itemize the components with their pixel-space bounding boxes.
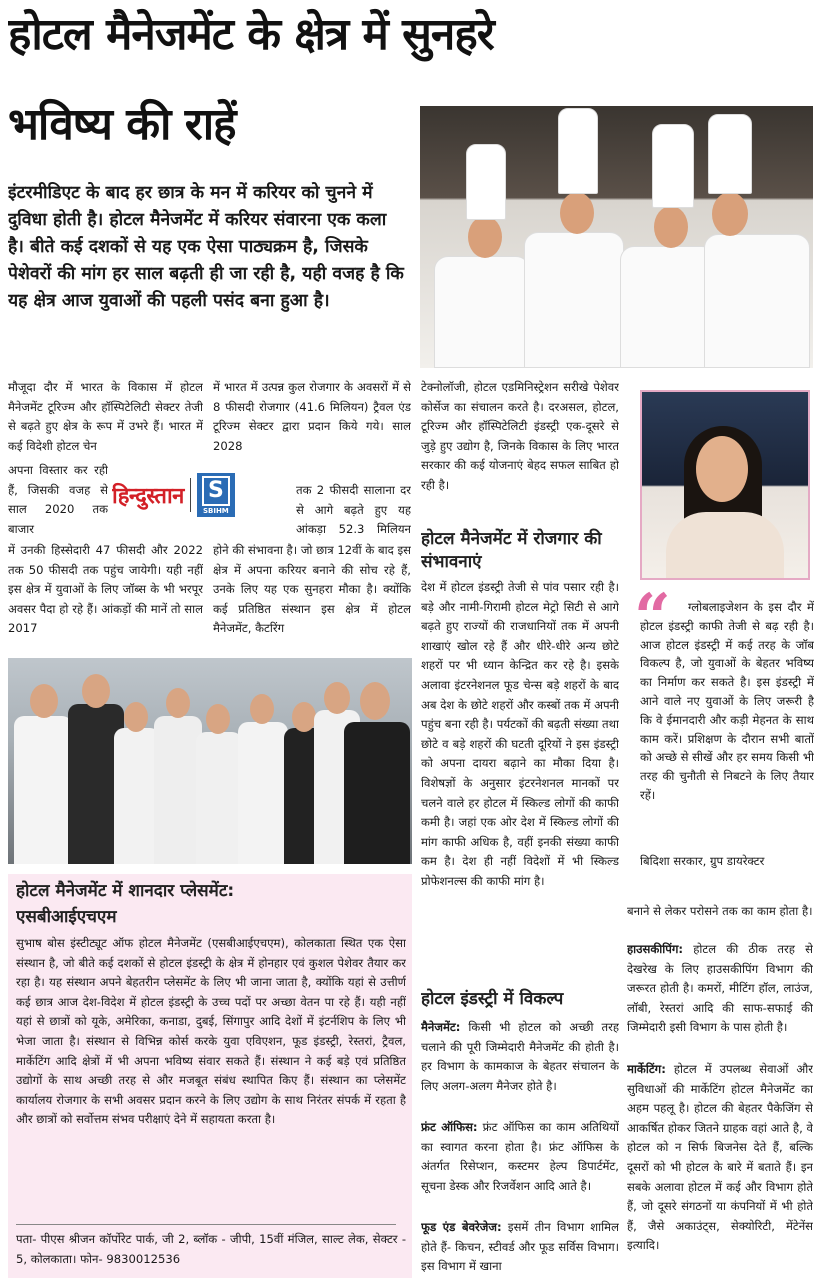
management-label: मैनेजमेंट: xyxy=(421,1020,461,1034)
marketing-paragraph xyxy=(627,1060,813,1278)
food-beverage-paragraph xyxy=(421,1218,619,1278)
front-office-label: फ्रंट ऑफिस: xyxy=(421,1120,478,1134)
director-portrait xyxy=(640,390,810,580)
management-paragraph xyxy=(421,1018,619,1118)
col1-wrap-text: अपना विस्तार कर रही हैं, जिसकी वजह से साल 2020 तक बाजार xyxy=(8,463,108,536)
headline-line-2: भविष्य की राहें xyxy=(8,99,236,150)
placement-box-address: पता- पीएस श्रीजन कॉर्पोरेट पार्क, जी 2, ब्लॉक - जीपी, 15वीं मंजिल, साल्ट लेक, सेक्टर - 5, कोलकाता। फोन- 9830012536 xyxy=(16,1232,406,1266)
food-beverage-label: फूड एंड बेवरेजेज: xyxy=(421,1220,502,1234)
marketing-label: मार्केटिंग: xyxy=(627,1062,666,1076)
headline-line-1: होटल मैनेजमेंट के क्षेत्र में सुनहरे xyxy=(8,9,494,60)
col2-wrap-text: तक 2 फीसदी सालाना दर से आगे बढ़ते हुए यह आंकड़ा 52.3 मिलियन xyxy=(296,483,411,537)
sbihm-logo-text: SBIHM xyxy=(202,507,229,515)
employment-subheading: होटल मैनेजमेंट में रोजगार की संभावनाएं xyxy=(421,529,602,572)
quote-author: बिदिशा सरकार, ग्रुप डायरेक्टर xyxy=(640,854,765,868)
options-subheading: होटल इंडस्ट्री में विकल्प xyxy=(421,989,564,1009)
food-beverage-text: इसमें तीन विभाग शामिल होते हैं- किचन, स्टीवर्ड और फूड सर्विस विभाग। इस विभाग में खाना xyxy=(421,1220,619,1274)
sbihm-logo-letter: S xyxy=(202,476,230,506)
front-office-text: फ्रंट ऑफिस का काम अतिथियों का स्वागत करना होता है। फ्रंट ऑफिस के अंतर्गत रिसेप्शन, कस्टमर हेल्प डिपार्टमेंट, सूचना डेस्क और रिजर्वेशन आदि आते है। xyxy=(421,1120,619,1193)
col1-bottom-text: में उनकी हिस्सेदारी 47 फीसदी और 2022 तक 50 फीसदी तक पहुंच जायेगी। यही नहीं इस क्षेत्र में युवाओं के लिए जॉब्स के भी भरपूर अवसर पैदा हो रहे हैं। आंकड़ों की मानें तो साल 2017 xyxy=(8,543,203,636)
placement-box-title-2: एसबीआईएचएम xyxy=(16,907,117,927)
housekeeping-label: हाउसकीपिंग: xyxy=(627,942,684,956)
employment-paragraph: देश में होटल इंडस्ट्री तेजी से पांव पसार रही है। बड़े और नामी-गिरामी होटल मेट्रो सिटी से आगे बढ़ते हुए राज्यों की राजधानियों तक में अपनी शाखाएं खोल रहे हैं और धीरे-धीरे अन्य छोटे शहरों पर भी ध्यान केन्द्रित कर रहे है। इसके अलावा इंटरनेशनल फूड चेन्स बड़े शहरों के बाद अब देश के छोटे शहरों और कस्बों तक में अपनी पहुंच बना रही है। पर्यटकों की बढ़ती संख्या तथा छोटे व बड़े शहरों की घटती दूरियों ने इस इंडस्ट्री को अपना दायरा बढ़ाने का मौका दिया है। विशेषज्ञों के अनुसार इंटरनेशनल मानकों पर चलने वाले हर होटल में स्किल्ड लोगों की काफी कमी है। जहां एक ओर देश में स्किल्ड लोगों की मांग काफी अधिक है, वहीं इनकी संख्या काफी कम है। देश ही नहीं विदेशों में भी स्किल्ड प्रोफेशनल्स की काफी मांग है। xyxy=(421,580,619,888)
sbihm-logo xyxy=(197,473,235,517)
front-office-paragraph xyxy=(421,1118,619,1218)
placement-box-text: सुभाष बोस इंस्टीट्यूट ऑफ होटल मैनेजमेंट (एसबीआईएचएम), कोलकाता स्थित एक ऐसा संस्थान है, जो बीते कई दशकों से होटल इंडस्ट्री के क्षेत्र में होनहार एवं कुशल पेशेवर तैयार कर रहा है। यह संस्थान अपने बेहतरीन प्लेसमेंट के लिए भी जाना जाता है, क्योंकि यहां से उत्तीर्ण कई छात्र आज देश-विदेश में होटल इंडस्ट्री के उच्च पदों पर अच्छा वेतन पा रहे हैं। यही नहीं यहां से छात्रों को यूके, अमेरिका, कनाडा, दुबई, सिंगापुर आदि देशों में इंटर्नशिप के लिए भी भेजा जाता है। संस्थान से विभिन्न कोर्स करके युवा एविएशन, फूड इंडस्ट्री, रेस्तरां, ट्रैवल, मार्केटिंग आदि क्षेत्रों में भी अपना भविष्य संवार सकते हैं। संस्थान ने कई बड़े एवं प्रतिष्ठित उद्योगों के साथ अच्छी तरह से और मजबूत संबंध स्थापित किए हैं। संस्थान का प्लेसमेंट कार्यालय रोजगार के सभी अवसर प्रदान करने के लिए उद्योग के साथ निरंतर संपर्क में रहता है और छात्रों को सर्वोत्तम संभव परीक्षाएं देने में सहायता करता है। xyxy=(16,936,406,1127)
hindustan-logo: हिन्दुस्तान xyxy=(112,483,184,509)
col2-bottom-text: होने की संभावना है। जो छात्र 12वीं के बाद इस क्षेत्र में अपना करियर बनाने की सोच रहे हैं, उनके लिए यह एक सुनहरा मौका है। क्योंकि कई प्रतिष्ठित संस्थान इस क्षेत्र में होटल मैनेजमेंट, कैटरिंग xyxy=(213,543,411,636)
chefs-photo xyxy=(420,106,813,368)
placement-box-divider xyxy=(16,1224,396,1225)
quote-text: ग्लोबलाइजेशन के इस दौर में होटल इंडस्ट्री काफी तेजी से बढ़ रही है। आज होटल इंडस्ट्री में कई तरह के जॉब विकल्प है, जो युवाओं के बेहतर भविष्य का निर्माण कर सकते है। इस इंडस्ट्री में आने वाले नए युवाओं के लिए जरूरी है कि वे ईमानदारी और कड़ी मेहनत के साथ काम करें। प्रशिक्षण के दौरान सभी बातों को अच्छे से सीखें और हर समय किसी भी तरह की चुनौती से निबटने के लिए तैयार रहें। xyxy=(640,600,814,802)
quote-mark-icon: “ xyxy=(634,580,671,655)
col2-top-text: में भारत में उत्पन्न कुल रोजगार के अवसरों में से 8 फीसदी रोजगार (41.6 मिलियन) ट्रैवल एंड टूरिज्म सेक्टर द्वारा प्रदान किये गये। साल 2028 xyxy=(213,380,411,453)
intro-paragraph: इंटरमीडिएट के बाद हर छात्र के मन में करियर को चुनने में दुविधा होती है। होटल मैनेजमेंट में करियर संवारना एक कला है। बीते कई दशकों से यह एक ऐसा पाठ्यक्रम है, जिसके पेशेवरों की मांग हर साल बढ़ती ही जा रही है, यही वजह है कि यह क्षेत्र आज युवाओं की पहली पसंद बना हुआ है। xyxy=(8,183,404,311)
col3-top-text: टेक्नोलॉजी, होटल एडमिनिस्ट्रेशन सरीखे पेशेवर कोर्सेज का संचालन करते है। दरअसल, होटल, टूरिज्म और हॉस्पिटेलिटी इंडस्ट्री एक-दूसरे से जुड़े हुए उद्योग है, जिनके विकास के लिए भारत सरकार की कई योजनाएं बेहद सफल साबित हो रही है। xyxy=(421,380,619,492)
students-group-photo xyxy=(8,658,412,864)
housekeeping-paragraph xyxy=(627,940,813,1060)
housekeeping-text: होटल की ठीक तरह से देखरेख के लिए हाउसकीपिंग विभाग की जरूरत होती है। कमरों, मीटिंग हॉल, लाउंज, लॉबी, रेस्तरां आदि की साफ-सफाई की जिम्मेदारी इसी विभाग के पास होती है। xyxy=(627,942,813,1035)
placement-box-title-1: होटल मैनेजमेंट में शानदार प्लेसमेंट: xyxy=(16,881,235,901)
management-text: किसी भी होटल को अच्छी तरह चलाने की पूरी जिम्मेदारी मैनेजमेंट की होती है। हर विभाग के कामकाज के बेहतर संचालन के लिए अलग-अलग मैनेजर होते है। xyxy=(421,1020,619,1093)
col4-top-text: बनाने से लेकर परोसने तक का काम होता है। xyxy=(627,904,813,918)
col1-top-text: मौजूदा दौर में भारत के विकास में होटल मैनेजमेंट टूरिज्म और हॉस्पिटेलिटी सेक्टर तेजी से बढ़ते हुए क्षेत्र के रूप में उभरे हैं। भारत में कई विदेशी होटल चेन xyxy=(8,380,203,453)
marketing-text: होटल में उपलब्ध सेवाओं और सुविधाओं की मार्केटिंग होटल मैनेजमेंट का अहम पहलू है। होटल की बेहतर पैकेजिंग से आकर्षित होकर जितने ग्राहक वहां आते है, वे होटल को न सिर्फ बिजनेस देते हैं, बल्कि दूसरों को भी होटल के बारे में बताते हैं। इन सबके अलावा होटल में कई और विभाग होते हैं, जो दूसरे संगठनों या कंपनियों में भी होते हैं, जैसे अकाउंट्स, सेक्योरिटी, मेंटेनेंस इत्यादि। xyxy=(627,1062,813,1253)
placement-box xyxy=(8,874,412,1278)
